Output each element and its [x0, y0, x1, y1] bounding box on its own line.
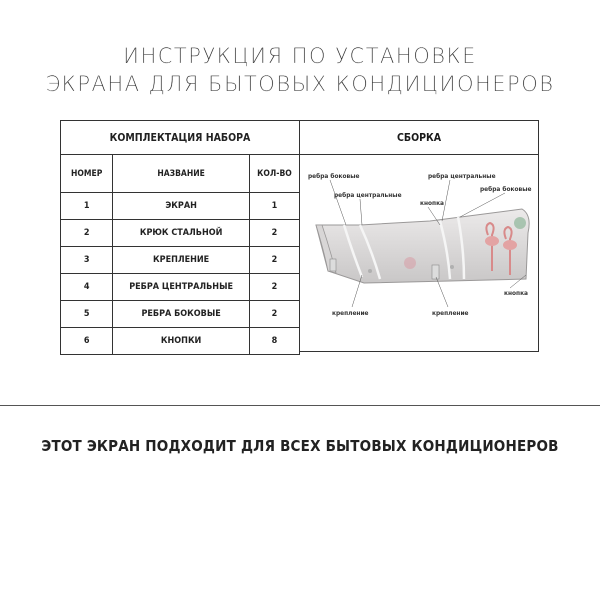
table-row	[61, 220, 300, 247]
leaf-decoration	[404, 257, 416, 269]
row-quantity: 2	[249, 247, 299, 274]
page-title-line-2: ЭКРАНА ДЛЯ БЫТОВЫХ КОНДИЦИОНЕРОВ	[45, 72, 555, 96]
column-header-number: НОМЕР	[61, 155, 113, 193]
label-central-ribs-right: ребра центральные	[428, 172, 496, 180]
column-header-name: НАЗВАНИЕ	[113, 155, 250, 193]
row-name: ЭКРАН	[113, 193, 250, 220]
label-side-ribs-right: ребра боковые	[480, 185, 532, 193]
row-quantity: 8	[249, 328, 299, 355]
leaf-decoration	[514, 217, 526, 229]
label-mount-left: крепление	[332, 309, 369, 317]
compatibility-note: ЭТОТ ЭКРАН ПОДХОДИТ ДЛЯ ВСЕХ БЫТОВЫХ КОНДИЦИОНЕРОВ	[41, 437, 559, 455]
row-number: 5	[61, 301, 113, 328]
table-row	[61, 274, 300, 301]
screen-panel	[316, 209, 529, 283]
row-name: КРЮК СТАЛЬНОЙ	[113, 220, 250, 247]
row-number: 3	[61, 247, 113, 274]
kit-table-heading: КОМПЛЕКТАЦИЯ НАБОРА	[61, 121, 300, 155]
assembly-heading: СБОРКА	[300, 121, 538, 155]
mount-right	[432, 265, 439, 279]
flamingo-body	[503, 240, 517, 250]
section-divider	[0, 405, 600, 406]
table-row	[61, 247, 300, 274]
table-row	[61, 301, 300, 328]
table-row	[61, 328, 300, 355]
kit-table	[60, 120, 300, 355]
label-side-ribs-left: ребра боковые	[308, 172, 360, 180]
row-name: РЕБРА БОКОВЫЕ	[113, 301, 250, 328]
assembly-panel	[300, 120, 539, 352]
button-dot	[450, 265, 454, 269]
row-quantity: 1	[249, 193, 299, 220]
label-mount-right: крепление	[432, 309, 469, 317]
assembly-illustration	[300, 155, 538, 351]
row-name: РЕБРА ЦЕНТРАЛЬНЫЕ	[113, 274, 250, 301]
label-button-right: кнопка	[504, 289, 528, 297]
button-dot	[368, 269, 372, 273]
label-button-top: кнопка	[420, 199, 444, 207]
column-header-quantity: КОЛ-ВО	[249, 155, 299, 193]
row-name: КРЕПЛЕНИЕ	[113, 247, 250, 274]
row-number: 1	[61, 193, 113, 220]
row-quantity: 2	[249, 220, 299, 247]
page-title-line-1: ИНСТРУКЦИЯ ПО УСТАНОВКЕ	[123, 44, 477, 68]
row-number: 2	[61, 220, 113, 247]
row-quantity: 2	[249, 301, 299, 328]
row-number: 6	[61, 328, 113, 355]
table-row	[61, 193, 300, 220]
mount-left	[330, 259, 336, 271]
row-number: 4	[61, 274, 113, 301]
flamingo-body	[485, 236, 499, 246]
label-central-ribs-left: ребра центральные	[334, 191, 402, 199]
row-quantity: 2	[249, 274, 299, 301]
row-name: КНОПКИ	[113, 328, 250, 355]
